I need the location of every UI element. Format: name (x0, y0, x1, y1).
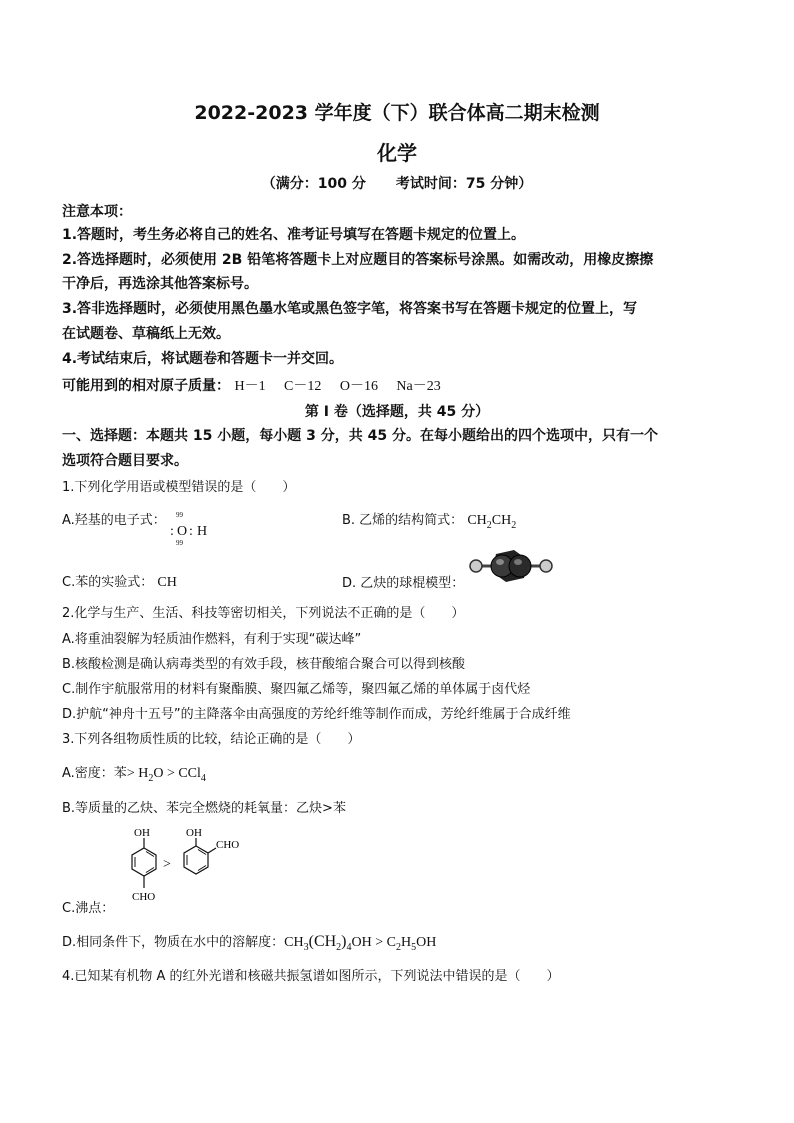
acetylene-ball-stick-model (466, 546, 556, 586)
q3-a-h2o-sub: 2 (148, 772, 154, 784)
q1-c-formula: CH (157, 575, 177, 590)
atomic-c: C－12 (284, 379, 322, 394)
note-1: 1.答题时，考生务必将自己的姓名、准考证号填写在答题卡规定的位置上。 (62, 227, 526, 243)
atomic-mass-line (62, 375, 455, 395)
q1-a-label: A.羟基的电子式： (62, 513, 166, 528)
q3-stem: 3.下列各组物质性质的比较，结论正确的是（ ） (62, 732, 361, 747)
q3-a-label: A.密度：苯 (62, 766, 127, 781)
q1-a-oxygen: O (176, 524, 188, 539)
q3-d-label: D.相同条件下，物质在水中的溶解度： (62, 935, 285, 950)
q1-c-label: C.苯的实验式： (62, 575, 154, 590)
q1-a-hydrogen: H (196, 524, 208, 539)
q1-option-d (342, 572, 464, 591)
ortho-cho-label: CHO (216, 839, 240, 851)
q1-a-dots-bottom: 99 (175, 539, 183, 547)
q3-a-ccl-sub: 4 (200, 772, 206, 784)
ethylene-formula: $CH_2CH_2$ (467, 513, 517, 531)
exam-title: 2022-2023 学年度（下）联合体高二期末检测 (194, 102, 600, 124)
solubility-formula: $CH_3(CH_2)_4OH > C_2H_5OH$ (284, 933, 437, 953)
q3-option-d (62, 931, 436, 953)
q3-a-cmp1: > H (126, 766, 149, 781)
q2-stem: 2.化学与生产、生活、科技等密切相关，下列说法不正确的是（ ） (62, 606, 465, 621)
para-cho-label: CHO (132, 891, 156, 903)
section1-heading: 第 I 卷（选择题，共 45 分） (304, 404, 490, 420)
q2-option-b: B.核酸检测是确认病毒类型的有效手段，核苷酸缩合聚合可以得到核酸 (62, 657, 466, 672)
q1-option-a: A.羟基的电子式： : 99 O 99 : H (62, 511, 208, 547)
q3-option-b: B.等质量的乙炔、苯完全燃烧的耗氧量：乙炔>苯 (62, 801, 346, 816)
para-oh-label: OH (134, 827, 150, 839)
atomic-na: Na－23 (396, 379, 441, 394)
subject-title: 化学 (377, 141, 417, 165)
ortho-hydroxybenzaldehyde-structure (176, 826, 246, 876)
section1-intro-b: 选项符合题目要求。 (62, 453, 188, 469)
atomic-o: O－16 (339, 379, 378, 394)
note-4: 4.考试结束后，将试题卷和答题卡一并交回。 (62, 351, 344, 367)
score-time-line (0, 173, 794, 193)
exam-time: 考试时间：75 分钟） (395, 176, 533, 192)
ortho-oh-label: OH (186, 827, 202, 839)
section1-intro-a: 一、选择题：本题共 15 小题，每小题 3 分，共 45 分。在每小题给出的四个选项中，只有一个 (62, 428, 658, 444)
q1-stem: 1.下列化学用语或模型错误的是（ ） (62, 480, 296, 495)
full-score: （满分：100 分 (261, 176, 366, 192)
note-3b: 在试题卷、草稿纸上无效。 (62, 326, 230, 342)
note-3a: 3.答非选择题时，必须使用黑色墨水笔或黑色签字笔，将答案书写在答题卡规定的位置上，写 (62, 301, 638, 317)
q3-c-greater-than: > (163, 857, 171, 872)
q1-option-b (342, 509, 516, 531)
q1-option-c (62, 571, 177, 591)
notes-heading: 注意本项： (62, 204, 132, 220)
q1-a-dots-top: 99 (175, 511, 183, 519)
atomic-mass-label: 可能用到的相对原子质量： (62, 378, 230, 394)
q3-a-cmp2: O > CCl (153, 766, 201, 781)
q1-b-label: B. 乙烯的结构简式： (342, 513, 464, 528)
note-2b: 干净后，再选涂其他答案标号。 (62, 276, 258, 292)
q1-d-label: D. 乙炔的球棍模型： (342, 576, 465, 591)
q2-option-a: A.将重油裂解为轻质油作燃料，有利于实现“碳达峰” (62, 632, 362, 647)
q3-option-a (62, 762, 206, 784)
atomic-h: H－1 (234, 379, 266, 394)
q4-stem: 4.已知某有机物 A 的红外光谱和核磁共振氢谱如图所示，下列说法中错误的是（ ） (62, 969, 560, 984)
note-2a: 2.答选择题时，必须使用 2B 铅笔将答题卡上对应题目的答案标号涂黑。如需改动，用橡皮擦擦 (62, 252, 654, 268)
q2-option-d: D.护航“神舟十五号”的主降落伞由高强度的芳纶纤维等制作而成，芳纶纤维属于合成纤维 (62, 707, 571, 722)
q3-option-c-label: C.沸点： (62, 901, 115, 916)
q2-option-c: C.制作宇航服常用的材料有聚酯膜、聚四氟乙烯等，聚四氟乙烯的单体属于卤代烃 (62, 682, 531, 697)
